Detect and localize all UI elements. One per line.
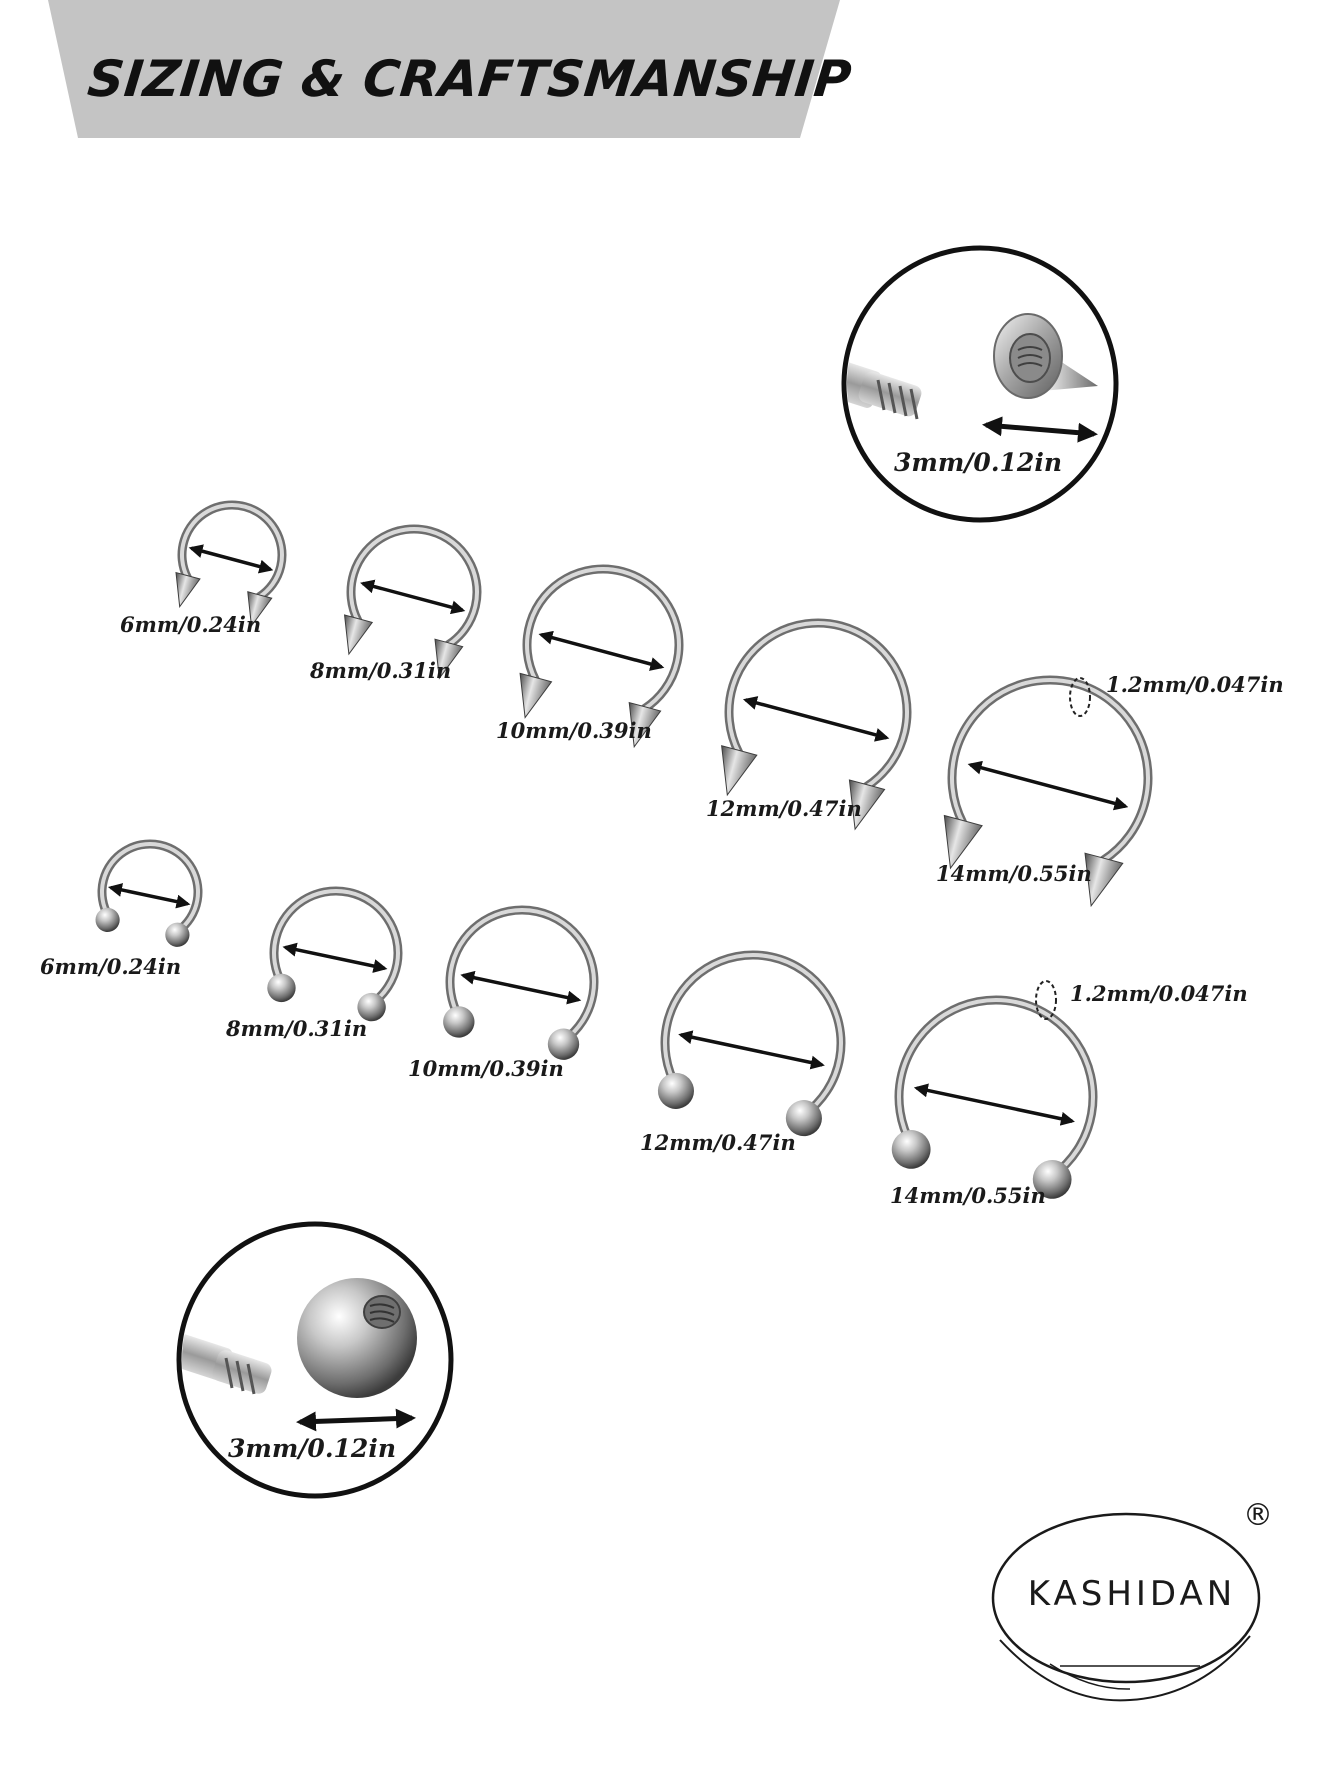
registered-mark: ®	[1243, 1498, 1273, 1533]
spike-end-icon	[168, 573, 200, 610]
ball-horseshoe-ring-0	[93, 835, 207, 949]
ball-thread-size-label: 3mm/0.12in	[228, 1434, 396, 1463]
spike-end-icon	[335, 615, 372, 658]
diameter-arrow	[111, 888, 188, 904]
diameter-arrow	[746, 700, 887, 738]
diameter-arrow	[681, 1035, 822, 1065]
ball-size-label-8: 8mm/0.31in	[226, 1016, 368, 1041]
ball-horseshoe-ring-4	[883, 982, 1111, 1204]
ball-size-label-12: 12mm/0.47in	[640, 1130, 796, 1155]
ball-horseshoe-ring-2	[437, 897, 607, 1064]
page-title: SIZING & CRAFTSMANSHIP	[84, 50, 855, 108]
spike-size-label-14: 14mm/0.55in	[936, 861, 1092, 886]
ball-horseshoe-ring-3	[650, 939, 857, 1141]
diameter-arrow	[463, 975, 578, 1000]
spike-size-label-6: 6mm/0.24in	[120, 612, 262, 637]
ball-end-icon	[93, 906, 122, 935]
diameter-arrow	[970, 765, 1125, 807]
ball-end-icon	[440, 1003, 477, 1040]
spike-end-icon	[710, 746, 757, 800]
ball-end-icon	[655, 1069, 698, 1112]
ball-size-label-6: 6mm/0.24in	[40, 954, 182, 979]
spike-thread-size-label: 3mm/0.12in	[894, 448, 1062, 477]
spike-thread-detail	[825, 248, 1116, 520]
spike-size-label-12: 12mm/0.47in	[706, 796, 862, 821]
ball-end-icon	[888, 1126, 934, 1172]
ball-horseshoe-ring-1	[263, 879, 410, 1024]
spike-gauge-label: 1.2mm/0.047in	[1106, 672, 1284, 697]
diameter-arrow	[285, 947, 384, 968]
diameter-arrow	[191, 548, 270, 569]
spike-size-label-8: 8mm/0.31in	[310, 658, 452, 683]
ball-size-label-14: 14mm/0.55in	[890, 1183, 1046, 1208]
spike-size-label-10: 10mm/0.39in	[496, 718, 652, 743]
ball-size-label-10: 10mm/0.39in	[408, 1056, 564, 1081]
diameter-arrow	[541, 635, 661, 667]
ball-cap-icon	[297, 1278, 417, 1398]
ball-gauge-label: 1.2mm/0.047in	[1070, 981, 1248, 1006]
diameter-arrow	[917, 1088, 1073, 1121]
diameter-arrow	[363, 583, 463, 610]
ball-end-icon	[265, 971, 299, 1005]
brand-name: KASHIDAN	[1027, 1574, 1237, 1614]
spike-end-icon	[509, 673, 551, 721]
spike-horseshoe-ring-0	[167, 494, 293, 629]
